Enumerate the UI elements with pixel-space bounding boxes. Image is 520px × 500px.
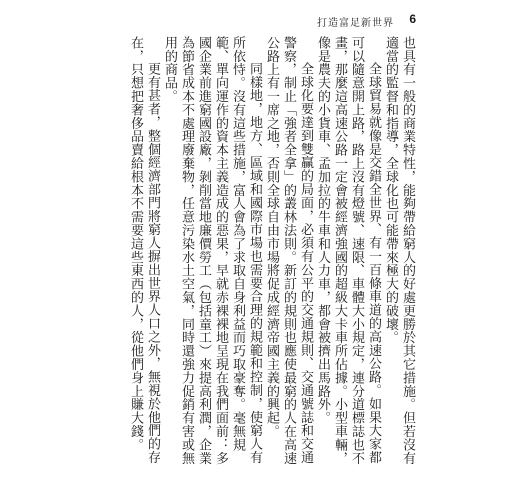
- paragraph: 全球化要達到雙贏的局面，必須有公平的交通規則、交通號誌和交通警察，制止「強者全拿」的叢林法則。新訂的規則也應使最窮的人在高速公路上有一席之地，否則全球自由市場將促成經濟帝國主義的興起。: [264, 36, 313, 465]
- paragraph: 更有甚者，整個經濟部門將窮人摒出世界人口之外，無視於他們的存在，只想把奢侈品賣給根本不需要這些東西的人，從他們身上賺大錢。: [128, 36, 160, 464]
- page-number: 6: [409, 12, 416, 26]
- paragraph: 也具有一般的商業特性，能夠帶給窮人的好處更勝於其它措施。但若沒有適當的監督和指導，全球化也可能帶來極大的破壞。: [383, 36, 415, 465]
- body-text: [96, 36, 416, 476]
- running-header-title: 打造富足新世界: [317, 18, 394, 29]
- paragraph: 同樣地，地方、區域和國際市場也需要合理的規範和控制，使窮人有所依恃。沒有這些措施，富人會為了求取自身利益而巧取豪奪。毫無規範、單向運作的資本主義造成的惡果，早就赤裸裸地呈現在我們面前：多國企業前進窮國設廠，剝削當地廉價勞工（包括童工）來提高利潤，企業為節省成本不處理廢棄物，任意污染水土空氣，同時還強力促銷有害或無用的商品。: [162, 36, 262, 465]
- paragraph: 全球貿易就像是交錯全世界、有一百條車道的高速公路。如果大家都可以隨意開上路，路上沒有燈號、速限、車體大小規定，連分道標誌也不畫，那麼這高速公路一定會被經濟強國的超級大卡車所佔據。小型車輛，像是農夫的小貨車、孟加拉的牛車和人力車，都會被擠出馬路外。: [315, 36, 381, 465]
